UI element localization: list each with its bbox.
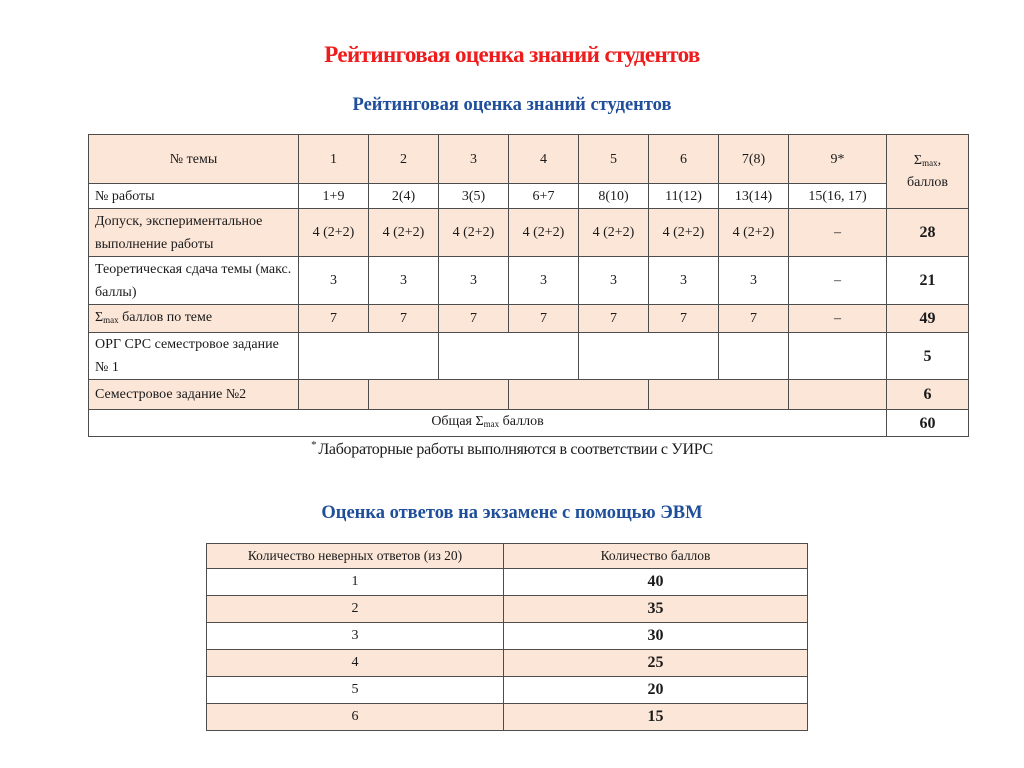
points-header: Количество баллов (504, 544, 808, 569)
table-row (207, 704, 808, 731)
theory-cell: – (789, 257, 887, 305)
work-cell: 1+9 (299, 184, 369, 209)
empty-cell (789, 333, 887, 380)
table-row (89, 135, 969, 184)
work-cell: 11(12) (649, 184, 719, 209)
topic-sum-cell: 7 (649, 305, 719, 333)
rating-table-title: Рейтинговая оценка знаний студентов (352, 95, 672, 115)
admission-cell: 4 (2+2) (579, 209, 649, 257)
topic-sum-cell: 7 (719, 305, 789, 333)
admission-cell: 4 (2+2) (719, 209, 789, 257)
table-row (89, 380, 969, 410)
topic-sum-cell: 7 (509, 305, 579, 333)
empty-cell (719, 333, 789, 380)
theory-total: 21 (887, 257, 969, 305)
points-cell: 30 (504, 623, 808, 650)
table-row (89, 257, 969, 305)
overall-total: 60 (887, 410, 969, 437)
topic-sum-total: 49 (887, 305, 969, 333)
topic-sum-cell: 7 (369, 305, 439, 333)
wrong-answers-cell: 5 (207, 677, 504, 704)
empty-cell (579, 333, 719, 380)
sigma-symbol: Σ (475, 414, 484, 429)
topic-sum-cell: 7 (579, 305, 649, 333)
sem2-label: Семестровое задание №2 (89, 380, 299, 410)
topic-sum-cell: – (789, 305, 887, 333)
topic-sum-label (89, 305, 299, 333)
empty-cell (369, 380, 509, 410)
topic-cell: 5 (579, 135, 649, 184)
admission-cell: 4 (2+2) (439, 209, 509, 257)
work-cell: 13(14) (719, 184, 789, 209)
table-row (89, 305, 969, 333)
footnote-star: * (311, 439, 317, 451)
rating-table (88, 134, 969, 437)
table-row (207, 596, 808, 623)
footnote-text: Лабораторные работы выполняются в соответствии с УИРС (318, 441, 713, 458)
topic-sum-cell: 7 (439, 305, 509, 333)
admission-cell: 4 (2+2) (649, 209, 719, 257)
work-cell: 15(16, 17) (789, 184, 887, 209)
theory-cell: 3 (719, 257, 789, 305)
empty-cell (299, 380, 369, 410)
exam-table-title: Оценка ответов на экзамене с помощью ЭВМ (321, 503, 703, 523)
table-row (207, 623, 808, 650)
topic-sum-cell: 7 (299, 305, 369, 333)
table-row (207, 650, 808, 677)
exam-table (206, 543, 808, 731)
points-cell: 35 (504, 596, 808, 623)
table-row (89, 209, 969, 257)
points-word: баллов (906, 174, 949, 190)
org-total: 5 (887, 333, 969, 380)
overall-prefix: Общая (431, 414, 472, 429)
table-row (207, 569, 808, 596)
empty-cell (649, 380, 789, 410)
sum-max-header (887, 135, 969, 209)
empty-cell (299, 333, 439, 380)
admission-cell: 4 (2+2) (509, 209, 579, 257)
admission-cell: – (789, 209, 887, 257)
admission-label: Допуск, экспериментальное выполнение работы (89, 209, 299, 257)
points-cell: 15 (504, 704, 808, 731)
work-cell: 8(10) (579, 184, 649, 209)
wrong-answers-cell: 3 (207, 623, 504, 650)
wrong-answers-header: Количество неверных ответов (из 20) (207, 544, 504, 569)
work-cell: 3(5) (439, 184, 509, 209)
theory-cell: 3 (299, 257, 369, 305)
theory-cell: 3 (439, 257, 509, 305)
topic-cell: 1 (299, 135, 369, 184)
theory-cell: 3 (579, 257, 649, 305)
overall-label (89, 410, 887, 437)
table-row (207, 677, 808, 704)
admission-cell: 4 (2+2) (299, 209, 369, 257)
work-cell: 6+7 (509, 184, 579, 209)
theory-label: Теоретическая сдача темы (макс. баллы) (89, 257, 299, 305)
topic-header: № темы (89, 135, 299, 184)
table-row (89, 333, 969, 380)
max-subscript: max (922, 157, 938, 168)
points-cell: 25 (504, 650, 808, 677)
overall-suffix: баллов (502, 414, 544, 429)
max-subscript: max (103, 314, 119, 325)
wrong-answers-cell: 6 (207, 704, 504, 731)
table-row (207, 544, 808, 569)
theory-cell: 3 (649, 257, 719, 305)
admission-total: 28 (887, 209, 969, 257)
topic-sum-text: баллов по теме (122, 309, 213, 325)
comma: , (937, 152, 942, 168)
max-subscript: max (483, 419, 500, 429)
wrong-answers-cell: 1 (207, 569, 504, 596)
works-label: № работы (89, 184, 299, 209)
page-title: Рейтинговая оценка знаний студентов (324, 42, 700, 67)
topic-cell: 3 (439, 135, 509, 184)
footnote (0, 439, 1024, 459)
table-row (89, 410, 969, 437)
topic-cell: 2 (369, 135, 439, 184)
topic-cell: 9* (789, 135, 887, 184)
empty-cell (509, 380, 649, 410)
wrong-answers-cell: 2 (207, 596, 504, 623)
wrong-answers-cell: 4 (207, 650, 504, 677)
empty-cell (789, 380, 887, 410)
topic-cell: 7(8) (719, 135, 789, 184)
work-cell: 2(4) (369, 184, 439, 209)
topic-cell: 4 (509, 135, 579, 184)
empty-cell (439, 333, 579, 380)
points-cell: 40 (504, 569, 808, 596)
sigma-symbol: Σ (95, 309, 104, 325)
theory-cell: 3 (369, 257, 439, 305)
topic-cell: 6 (649, 135, 719, 184)
theory-cell: 3 (509, 257, 579, 305)
org-label: ОРГ СРС семестровое задание № 1 (89, 333, 299, 380)
table-row (89, 184, 969, 209)
points-cell: 20 (504, 677, 808, 704)
admission-cell: 4 (2+2) (369, 209, 439, 257)
sem2-total: 6 (887, 380, 969, 410)
sigma-symbol: Σ (913, 152, 923, 168)
